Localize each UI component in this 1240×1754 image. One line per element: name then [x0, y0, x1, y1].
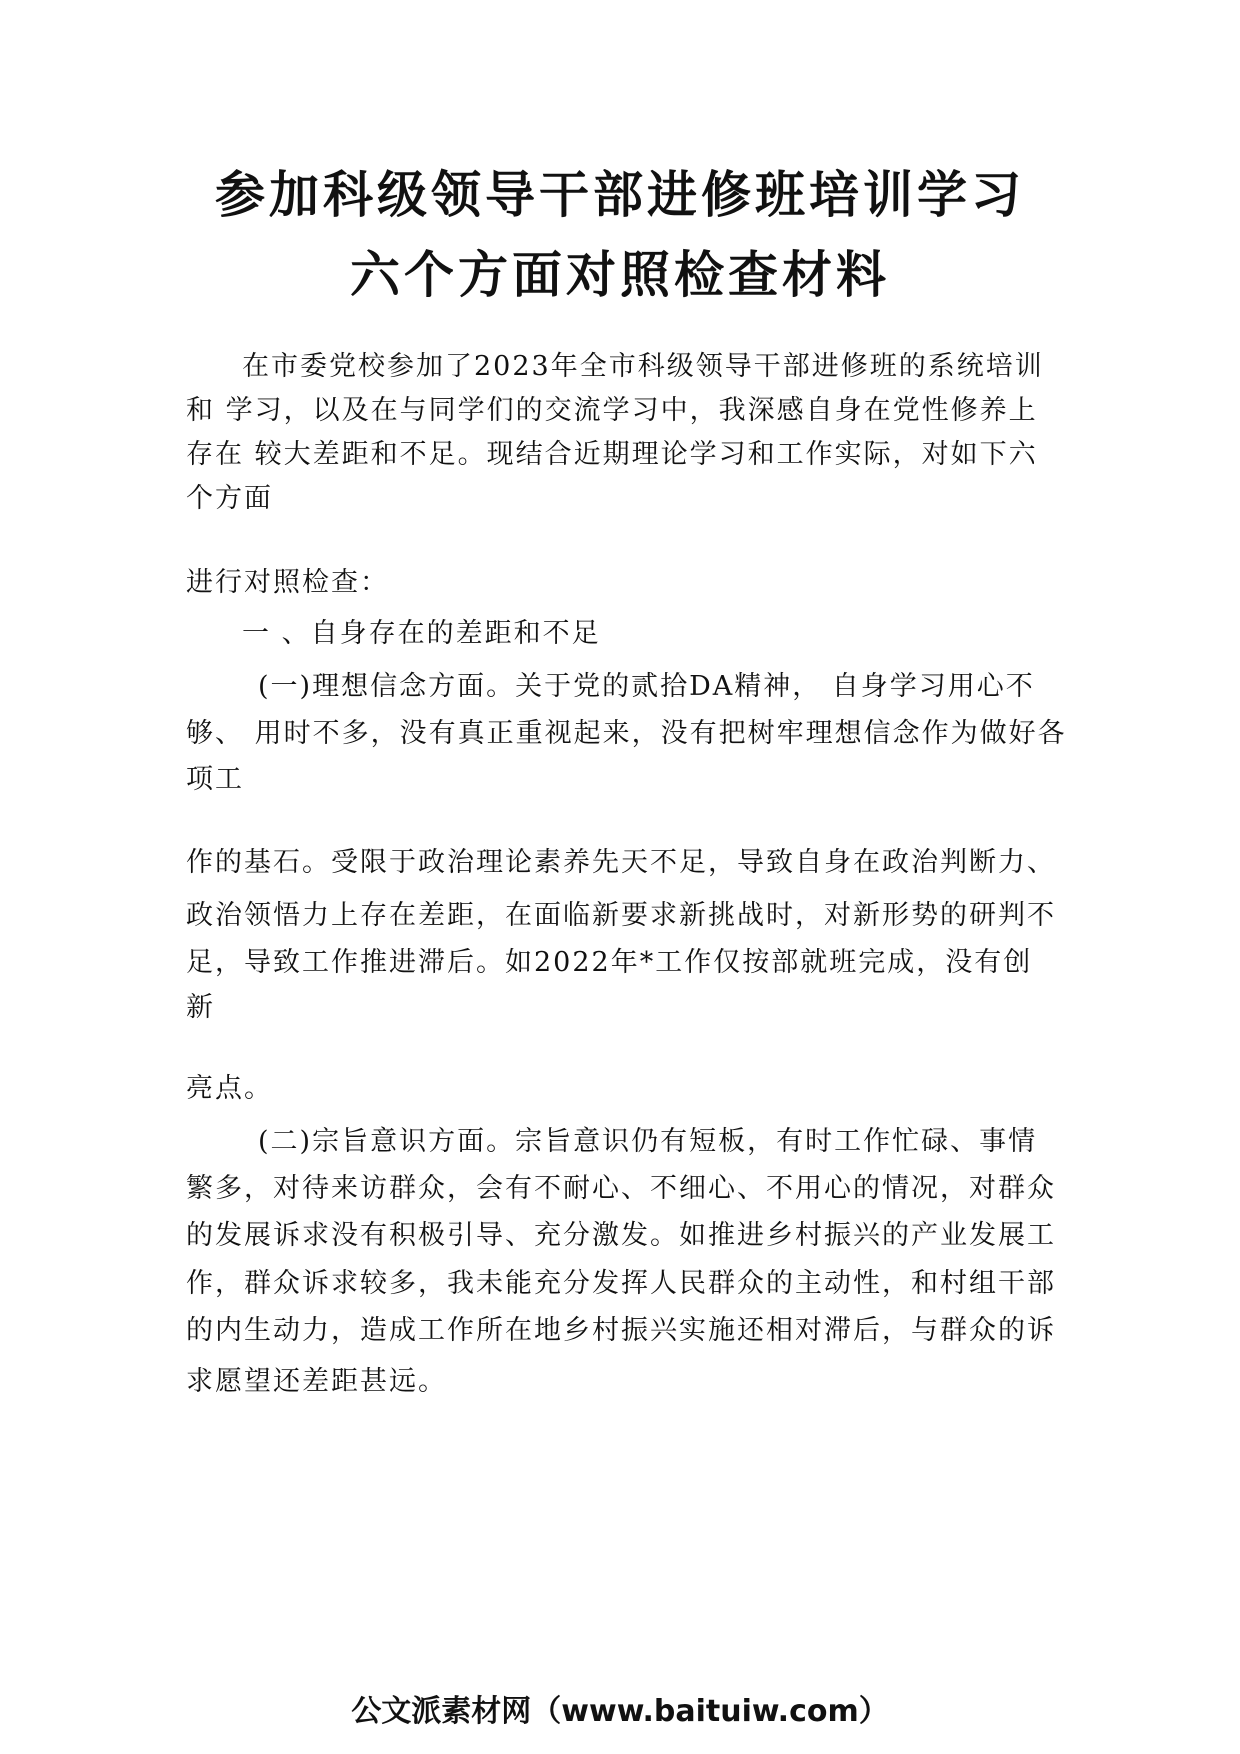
- body-line: 繁多，对待来访群众，会有不耐心、不细心、不用心的情况，对群众: [186, 1173, 1056, 1204]
- body-line: 新: [186, 992, 215, 1023]
- body-line: 和 学习，以及在与同学们的交流学习中，我深感自身在党性修养上: [186, 395, 1038, 426]
- document-title-line-2: 六个方面对照检查材料: [350, 246, 890, 304]
- body-line: 足，导致工作推进滞后。如2022年*工作仅按部就班完成，没有创: [186, 947, 1033, 978]
- section-heading: 一 、自身存在的差距和不足: [242, 618, 601, 649]
- body-line: 作的基石。受限于政治理论素养先天不足，导致自身在政治判断力、: [186, 847, 1056, 878]
- body-line: (一)理想信念方面。关于党的贰拾DA精神， 自身学习用心不: [258, 671, 1035, 702]
- body-line: 亮点。: [186, 1073, 273, 1104]
- body-line: 进行对照检查：: [186, 567, 389, 598]
- body-line: 在市委党校参加了2023年全市科级领导干部进修班的系统培训: [242, 351, 1044, 382]
- body-line: (二)宗旨意识方面。宗旨意识仍有短板，有时工作忙碌、事情: [258, 1126, 1038, 1157]
- body-line: 项工: [186, 764, 244, 795]
- body-line: 作，群众诉求较多，我未能充分发挥人民群众的主动性，和村组干部: [186, 1268, 1056, 1299]
- document-title-line-1: 参加科级领导干部进修班培训学习: [215, 166, 1025, 224]
- body-line: 的内生动力，造成工作所在地乡村振兴实施还相对滞后，与群众的诉: [186, 1315, 1056, 1346]
- body-line: 个方面: [186, 483, 273, 514]
- footer-watermark-text: 公文派素材网（www.baituiw.com）: [351, 1694, 889, 1729]
- body-line: 的发展诉求没有积极引导、充分激发。如推进乡村振兴的产业发展工: [186, 1220, 1056, 1251]
- body-line: 政治领悟力上存在差距，在面临新要求新挑战时，对新形势的研判不: [186, 900, 1056, 931]
- body-line: 够、 用时不多，没有真正重视起来，没有把树牢理想信念作为做好各: [186, 718, 1067, 749]
- body-line: 求愿望还差距甚远。: [186, 1366, 447, 1397]
- body-line: 存在 较大差距和不足。现结合近期理论学习和工作实际，对如下六: [186, 439, 1038, 470]
